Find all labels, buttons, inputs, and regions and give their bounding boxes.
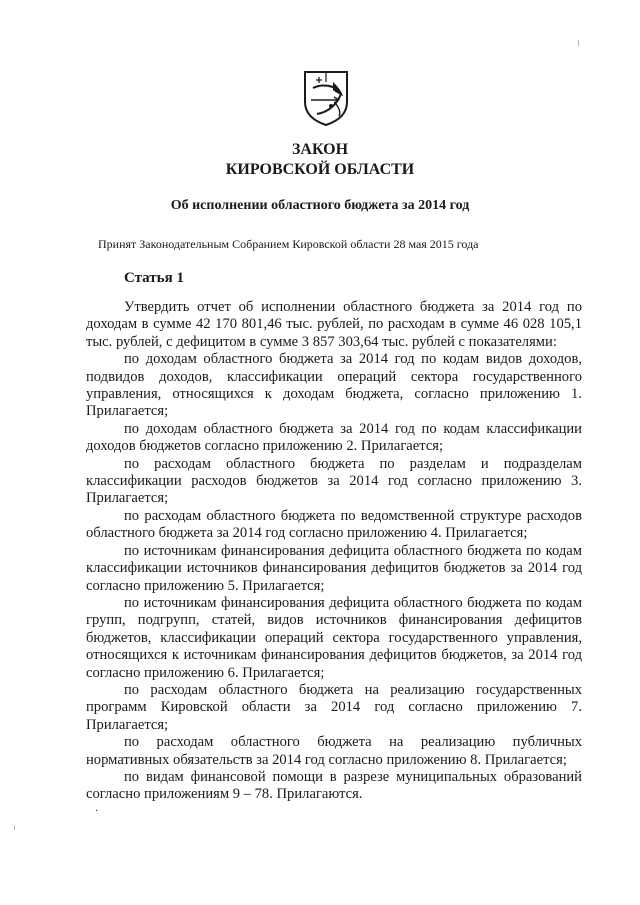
scan-speck <box>14 825 15 830</box>
paragraph: по доходам областного бюджета за 2014 год по кодам классификации доходов бюджетов согласно приложению 2. Прилагается; <box>86 420 582 455</box>
law-heading: ЗАКОН <box>291 141 349 158</box>
document-body <box>86 299 582 804</box>
coat-of-arms-icon <box>303 70 349 126</box>
paragraph: по расходам областного бюджета на реализацию государственных программ Кировской области за 2014 год согласно приложению 7. Прилагается; <box>86 681 582 733</box>
adoption-note: Принят Законодательным Собранием Кировской области 28 мая 2015 года <box>98 237 479 251</box>
paragraph: по источникам финансирования дефицита областного бюджета по кодам классификации источников финансирования дефицитов бюджетов за 2014 год согласно приложению 5. Прилагается; <box>86 542 582 594</box>
paragraph: по расходам областного бюджета на реализацию публичных нормативных обязательств за 2014 год согласно приложению 8. Прилагается; <box>86 734 582 768</box>
paragraph: по доходам областного бюджета за 2014 год по кодам видов доходов, подвидов доходов, классификации операций сектора государственного управления, относящихся к доходам бюджета, согласно приложению 1. Прилагается; <box>86 351 582 420</box>
paragraph: по расходам областного бюджета по разделам и подразделам классификации расходов бюджетов за 2014 год согласно приложению 3. Прилагается; <box>86 455 582 507</box>
paragraph: по источникам финансирования дефицита областного бюджета по кодам групп, подгрупп, статей, видов источников финансирования дефицитов бюджетов, классификации операций сектора государственного управления, относящихся к источникам финансирования дефицитов бюджетов, за 2014 год согласно приложению 6. Прилагается; <box>86 594 582 681</box>
scan-speck <box>578 40 579 46</box>
paragraph: Утвердить отчет об исполнении областного бюджета за 2014 год по доходам в сумме 42 170 801,46 тыс. рублей, по расходам в сумме 46 028 105,1 тыс. рублей, с дефицитом в сумме 3 857 303,64 тыс. рублей с показателями: <box>86 299 582 350</box>
paragraph: по видам финансовой помощи в разрезе муниципальных образований согласно приложениям 9 – 78. Прилагаются. <box>86 768 582 803</box>
article-heading: Статья 1 <box>124 270 184 286</box>
scan-mark: . <box>95 800 98 814</box>
region-heading: КИРОВСКОЙ ОБЛАСТИ <box>225 161 415 178</box>
document-title: Об исполнении областного бюджета за 2014 год <box>170 198 470 213</box>
paragraph: по расходам областного бюджета по ведомственной структуре расходов областного бюджета за 2014 год согласно приложению 4. Прилагается; <box>86 507 582 542</box>
